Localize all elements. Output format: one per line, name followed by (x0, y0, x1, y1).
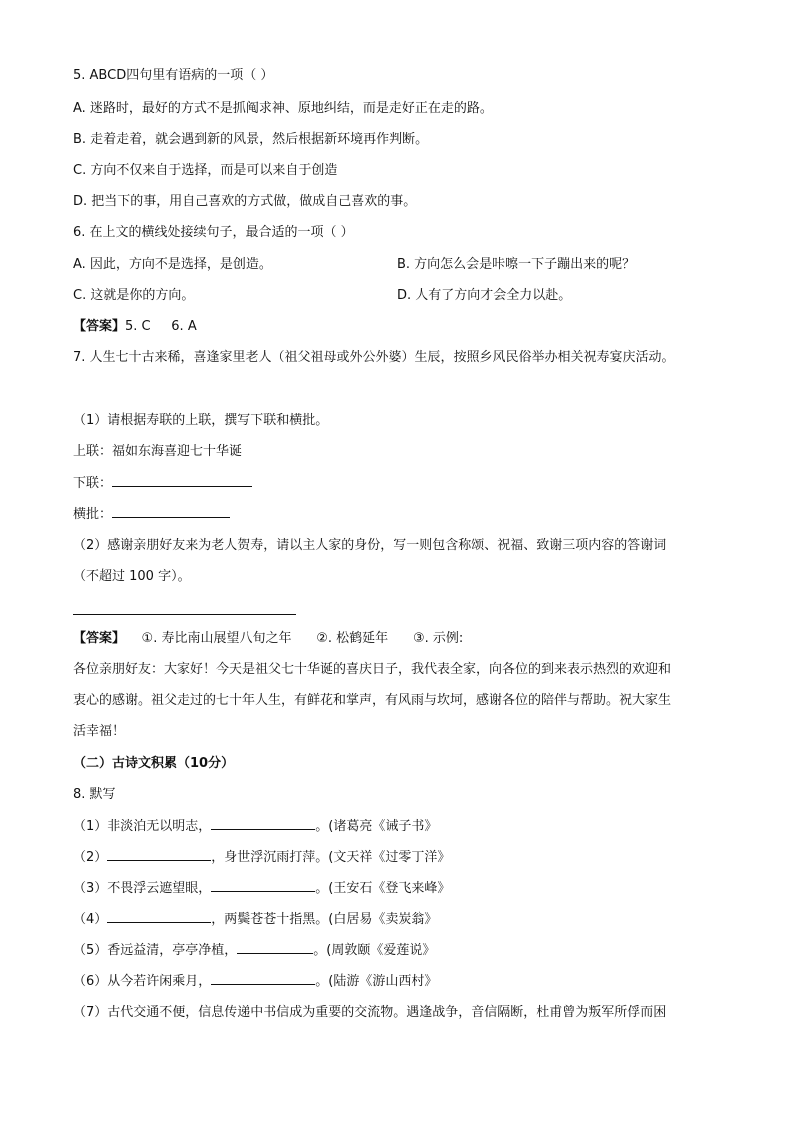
q8-item-prefix: （2） (73, 850, 108, 865)
q8-item-suffix: ，两鬓苍苍十指黑。(白居易《卖炭翁》 (211, 912, 438, 927)
lower-blank[interactable] (112, 474, 252, 487)
lower-label: 下联： (73, 476, 113, 491)
q5-option-b: B. 走着走着，就会遇到新的风景，然后根据新环境再作判断。 (73, 132, 429, 147)
q8-item-6 (73, 972, 437, 991)
q8-item-suffix: ，身世浮沉雨打萍。(文天祥《过零丁洋》 (211, 850, 451, 865)
q8-item-prefix: （5）香远益清，亭亭净植， (73, 943, 238, 958)
q7-sub1: （1）请根据寿联的上联，撰写下联和横批。 (73, 413, 329, 428)
q8-item-prefix: （4） (73, 912, 108, 927)
q5-stem: 5. ABCD四句里有语病的一项（ ） (73, 68, 274, 83)
q5-option-d: D. 把当下的事，用自己喜欢的方式做，做成自己喜欢的事。 (73, 194, 417, 209)
q7-sub2-line2: （不超过 100 字）。 (73, 569, 191, 584)
q8-item-blank[interactable] (237, 941, 313, 954)
q5-option-a: A. 迷路时，最好的方式不是抓阄求神、原地纠结，而是走好正在走的路。 (73, 101, 493, 116)
q7-stem: 7. 人生七十古来稀，喜逢家里老人（祖父祖母或外公外婆）生辰，按照乡风民俗举办相关祝寿宴庆活动。 (73, 350, 675, 365)
q8-item-4 (73, 910, 437, 929)
q8-item-blank[interactable] (211, 879, 315, 892)
q8-item-blank[interactable] (211, 972, 315, 985)
section-title: （二）古诗文积累（10分） (73, 756, 235, 771)
q7-lower-couplet (73, 474, 252, 493)
q8-item-blank[interactable] (211, 817, 315, 830)
answer-body-line3: 活幸福！ (73, 724, 126, 739)
q6-option-b: B. 方向怎么会是咔嚓一下子蹦出来的呢？ (397, 257, 636, 272)
answer-text: ①. 寿比南山展望八旬之年 ②. 松鹤延年 ③. 示例: (125, 631, 464, 646)
q8-item-3 (73, 879, 450, 898)
q8-item-blank[interactable] (107, 848, 211, 861)
q8-item-prefix: （6）从今若许闲乘月， (73, 974, 212, 989)
q7-answer-blank[interactable] (73, 614, 296, 615)
answer-block-1 (73, 318, 197, 336)
answer-label: 【答案】 (73, 631, 126, 646)
q8-item-suffix: 。(诸葛亮《诫子书》 (315, 819, 438, 834)
q6-stem: 6. 在上文的横线处接续句子，最合适的一项（ ） (73, 225, 354, 240)
q8-item-suffix: 。(王安石《登飞来峰》 (315, 881, 451, 896)
q7-upper-couplet: 上联：福如东海喜迎七十华诞 (73, 444, 243, 459)
banner-label: 横批： (73, 507, 113, 522)
q7-banner (73, 505, 230, 524)
q7-sub2-line1: （2）感谢亲朋好友来为老人贺寿，请以主人家的身份，写一则包含称颂、祝福、致谢三项内容的答谢词 (73, 538, 667, 553)
answer-text: 5. C 6. A (125, 319, 197, 334)
q8-item-suffix: 。(陆游《游山西村》 (315, 974, 438, 989)
q8-item-2 (73, 848, 450, 867)
answer-body-line2: 衷心的感谢。祖父走过的七十年人生，有鲜花和掌声，有风雨与坎坷，感谢各位的陪伴与帮助。祝大家生 (73, 693, 672, 708)
answer-label: 【答案】 (73, 319, 126, 334)
q8-item-5 (73, 941, 435, 960)
q8-item-suffix: 。(周敦颐《爱莲说》 (313, 943, 436, 958)
q8-item-prefix: （1）非淡泊无以明志， (73, 819, 212, 834)
banner-blank[interactable] (112, 505, 230, 518)
q8-stem: 8. 默写 (73, 787, 116, 802)
q8-item-prefix: （3）不畏浮云遮望眼， (73, 881, 212, 896)
q8-item-1 (73, 817, 437, 836)
q8-item-7: （7）古代交通不便，信息传递中书信成为重要的交流物。遇逢战争，音信隔断，杜甫曾为叛军所俘而困 (73, 1005, 667, 1020)
q6-option-c: C. 这就是你的方向。 (73, 288, 195, 303)
q6-option-a: A. 因此，方向不是选择，是创造。 (73, 257, 272, 272)
q6-option-d: D. 人有了方向才会全力以赴。 (397, 288, 572, 303)
q5-option-c: C. 方向不仅来自于选择，而是可以来自于创造 (73, 163, 338, 178)
answer-body-line1: 各位亲朋好友：大家好！今天是祖父七十华诞的喜庆日子，我代表全家，向各位的到来表示热烈的欢迎和 (73, 662, 672, 677)
answer-block-2 (73, 630, 463, 648)
q8-item-blank[interactable] (107, 910, 211, 923)
